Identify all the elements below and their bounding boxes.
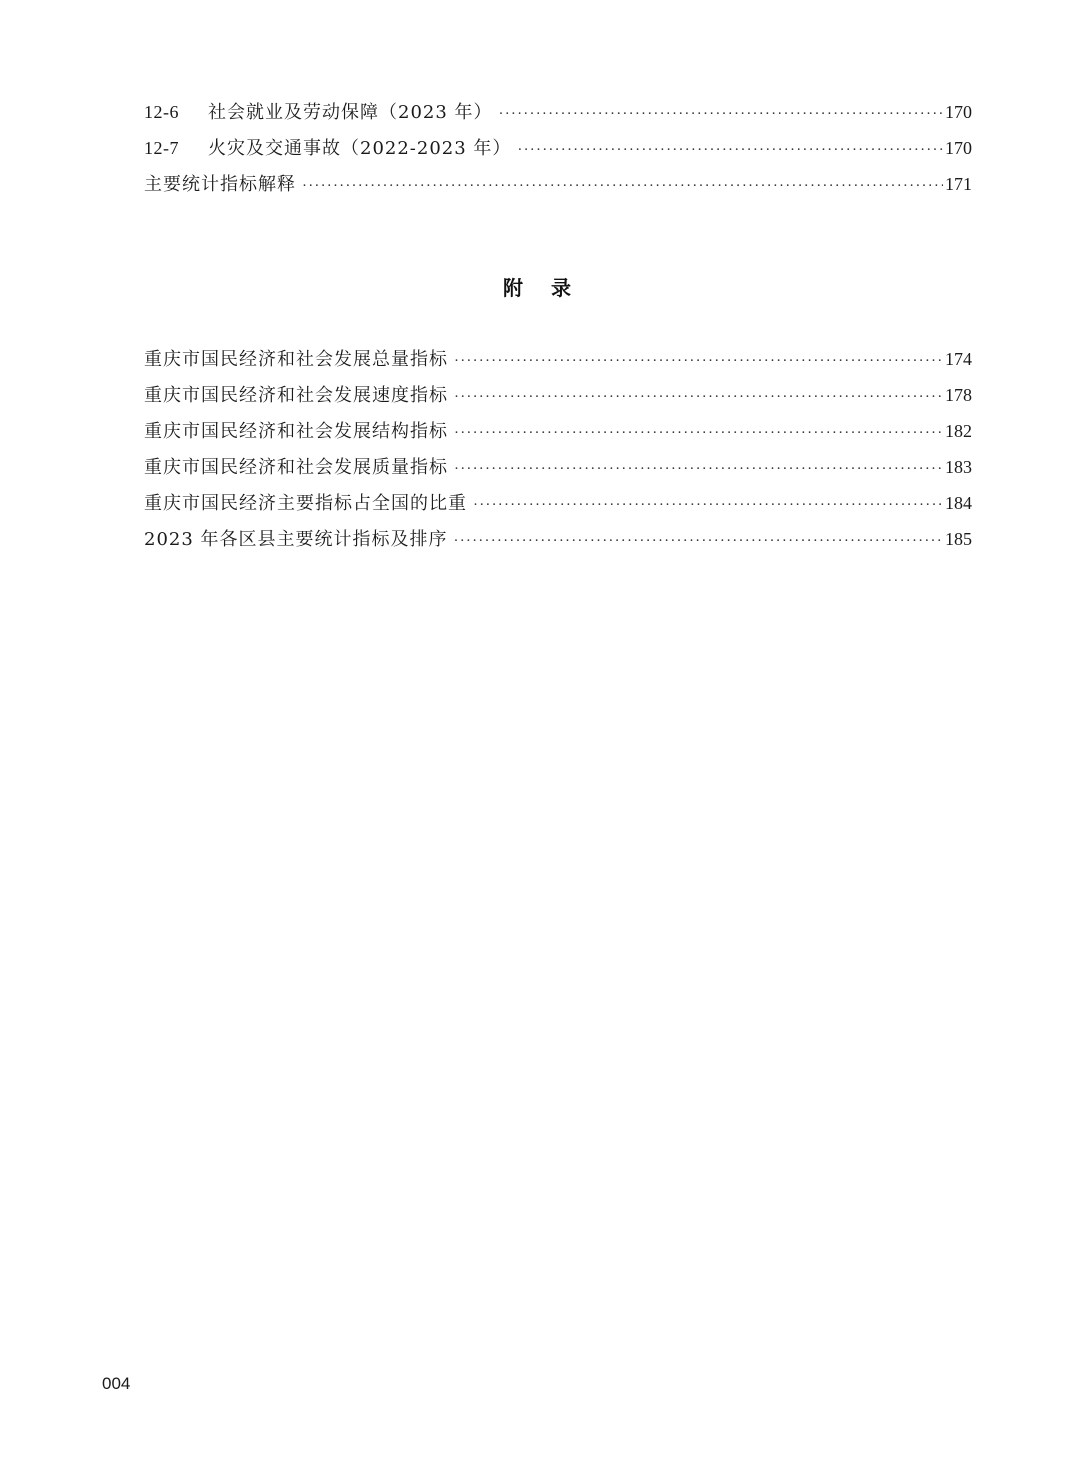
toc-entry-page: 170 <box>945 102 972 122</box>
toc-entry[interactable] <box>144 166 972 202</box>
dot-leader <box>454 415 943 451</box>
toc-entry[interactable] <box>144 130 972 166</box>
toc-entry[interactable] <box>144 94 972 130</box>
toc-entry-title: 重庆市国民经济和社会发展结构指标 <box>144 421 448 442</box>
toc-entry-page: 185 <box>945 529 972 549</box>
toc-entry[interactable] <box>144 341 972 377</box>
toc-entry-page: 170 <box>945 138 972 158</box>
toc-entry-page: 178 <box>945 385 972 405</box>
toc-entry[interactable] <box>144 485 972 521</box>
toc-entry-page: 183 <box>945 457 972 477</box>
toc-entry-title: 火灾及交通事故（2022-2023 年） <box>208 138 512 159</box>
toc-entry-title: 重庆市国民经济主要指标占全国的比重 <box>144 493 467 514</box>
toc-entry[interactable] <box>144 449 972 485</box>
dot-leader <box>517 132 943 168</box>
toc-entry-page: 174 <box>945 349 972 369</box>
dot-leader <box>454 451 943 487</box>
dot-leader <box>499 96 943 132</box>
toc-entry-page: 171 <box>945 174 972 194</box>
toc-entry[interactable] <box>144 413 972 449</box>
dot-leader <box>454 343 943 379</box>
page-number: 004 <box>102 1374 131 1393</box>
toc-entry-title: 重庆市国民经济和社会发展质量指标 <box>144 457 448 478</box>
toc-entry-number: 12-7 <box>144 138 179 158</box>
dot-leader <box>454 523 943 559</box>
toc-entry-page: 184 <box>945 493 972 513</box>
toc-entry-title: 社会就业及劳动保障（2023 年） <box>208 102 493 123</box>
toc-entry-title: 重庆市国民经济和社会发展总量指标 <box>144 349 448 370</box>
dot-leader <box>454 379 943 415</box>
appendix-heading: 附录 <box>503 276 599 300</box>
toc-entry-title: 2023 年各区县主要统计指标及排序 <box>144 529 448 550</box>
toc-entry-title: 主要统计指标解释 <box>144 174 296 195</box>
toc-continued-section <box>144 94 972 202</box>
appendix-toc-section <box>144 341 972 557</box>
dot-leader <box>473 487 943 523</box>
dot-leader <box>302 168 943 204</box>
toc-entry[interactable] <box>144 377 972 413</box>
toc-entry-number: 12-6 <box>144 102 179 122</box>
toc-entry-page: 182 <box>945 421 972 441</box>
toc-entry-title: 重庆市国民经济和社会发展速度指标 <box>144 385 448 406</box>
toc-entry[interactable] <box>144 521 972 557</box>
